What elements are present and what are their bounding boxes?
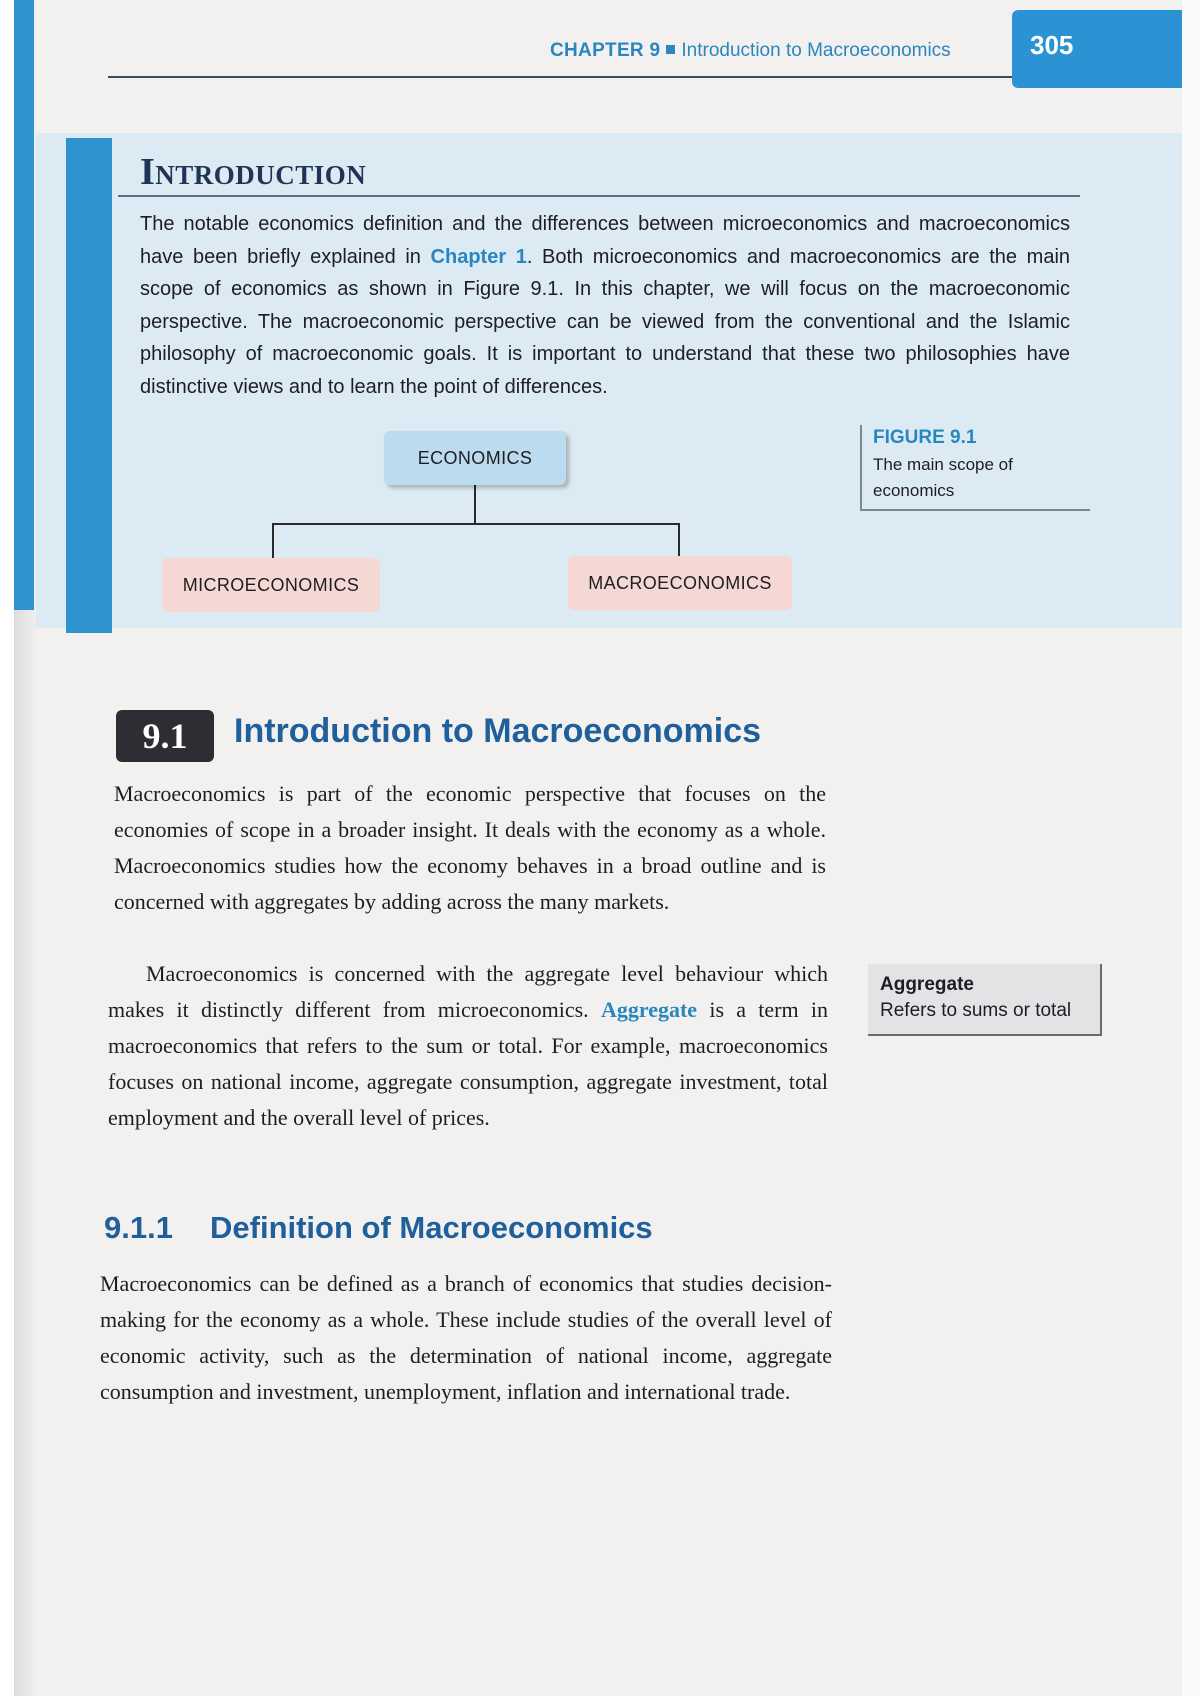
section-number-badge: 9.1 xyxy=(116,710,214,762)
diagram-node-economics: ECONOMICS xyxy=(384,431,566,485)
introduction-paragraph xyxy=(140,208,1070,403)
header-rule xyxy=(108,76,1018,78)
chapter-1-link[interactable]: Chapter 1 xyxy=(430,245,527,268)
figure-caption: The main scope of economics xyxy=(873,455,1013,500)
margin-note-definition: Refers to sums or total xyxy=(880,1000,1072,1021)
chapter-label: CHAPTER 9 xyxy=(550,40,661,61)
connector-horizontal xyxy=(272,523,680,525)
section-title: Introduction to Macroeconomics xyxy=(234,712,762,750)
introduction-accent-bar xyxy=(66,138,112,633)
section-paragraph-2 xyxy=(108,956,828,1136)
subsection-title: Definition of Macroeconomics xyxy=(210,1210,653,1245)
subsection-number: 9.1.1 xyxy=(104,1210,173,1245)
page-number: 305 xyxy=(1030,30,1074,60)
intro-text-start: The notable economics definition and the differences between microeconomics and macroeconomics have been briefly explained in xyxy=(140,213,1070,268)
figure-label: FIGURE 9.1 xyxy=(873,427,977,448)
diagram-node-microeconomics: MICROECONOMICS xyxy=(162,558,380,612)
para2-text-start: Macroeconomics is concerned with the aggregate level behaviour which makes it distinctly different from microeconomics. xyxy=(108,961,828,1022)
section-paragraph-1: Macroeconomics is part of the economic perspective that focuses on the economies of scope in a broader insight. It deals with the economy as a whole. Macroeconomics studies how the economy behaves in a broad outline and is concerned with aggregates by adding across the many markets. xyxy=(114,781,826,914)
connector-left-drop xyxy=(272,523,274,559)
separator-square-icon xyxy=(666,45,675,54)
intro-text-end: . Both microeconomics and macroeconomics are the main scope of economics as shown in Figure 9.1. In this chapter, we will focus on the macroeconomic perspective. The macroeconomic perspective can be viewed from the conventional and the Islamic philosophy of macroeconomic goals. It is important to understand that these two philosophies have distinctive views and to learn the point of differences. xyxy=(140,245,1071,398)
diagram-node-macroeconomics: MACROECONOMICS xyxy=(568,556,792,610)
connector-root-vertical xyxy=(474,485,476,525)
chapter-title: Introduction to Macroeconomics xyxy=(681,40,951,61)
margin-note-term: Aggregate xyxy=(880,974,974,995)
edge-color-stripe xyxy=(14,0,34,610)
introduction-rule xyxy=(118,195,1080,197)
page-right-margin xyxy=(1182,0,1200,1696)
connector-right-drop xyxy=(678,523,680,557)
running-header xyxy=(550,40,951,62)
para2-text-end: is a term in macroeconomics that refers to the sum or total. For example, macroeconomics focuses on national income, aggregate consumption, aggregate investment, total employment and the overall level of prices. xyxy=(108,997,829,1130)
subsection-paragraph: Macroeconomics can be defined as a branch of economics that studies decision-making for the economy as a whole. These include studies of the overall level of economic activity, such as the determination of national income, aggregate consumption and investment, unemployment, inflation and international trade. xyxy=(100,1271,832,1404)
page-binding-strip xyxy=(0,0,14,1696)
aggregate-keyword: Aggregate xyxy=(600,997,698,1022)
introduction-heading: Introduction xyxy=(140,151,367,193)
